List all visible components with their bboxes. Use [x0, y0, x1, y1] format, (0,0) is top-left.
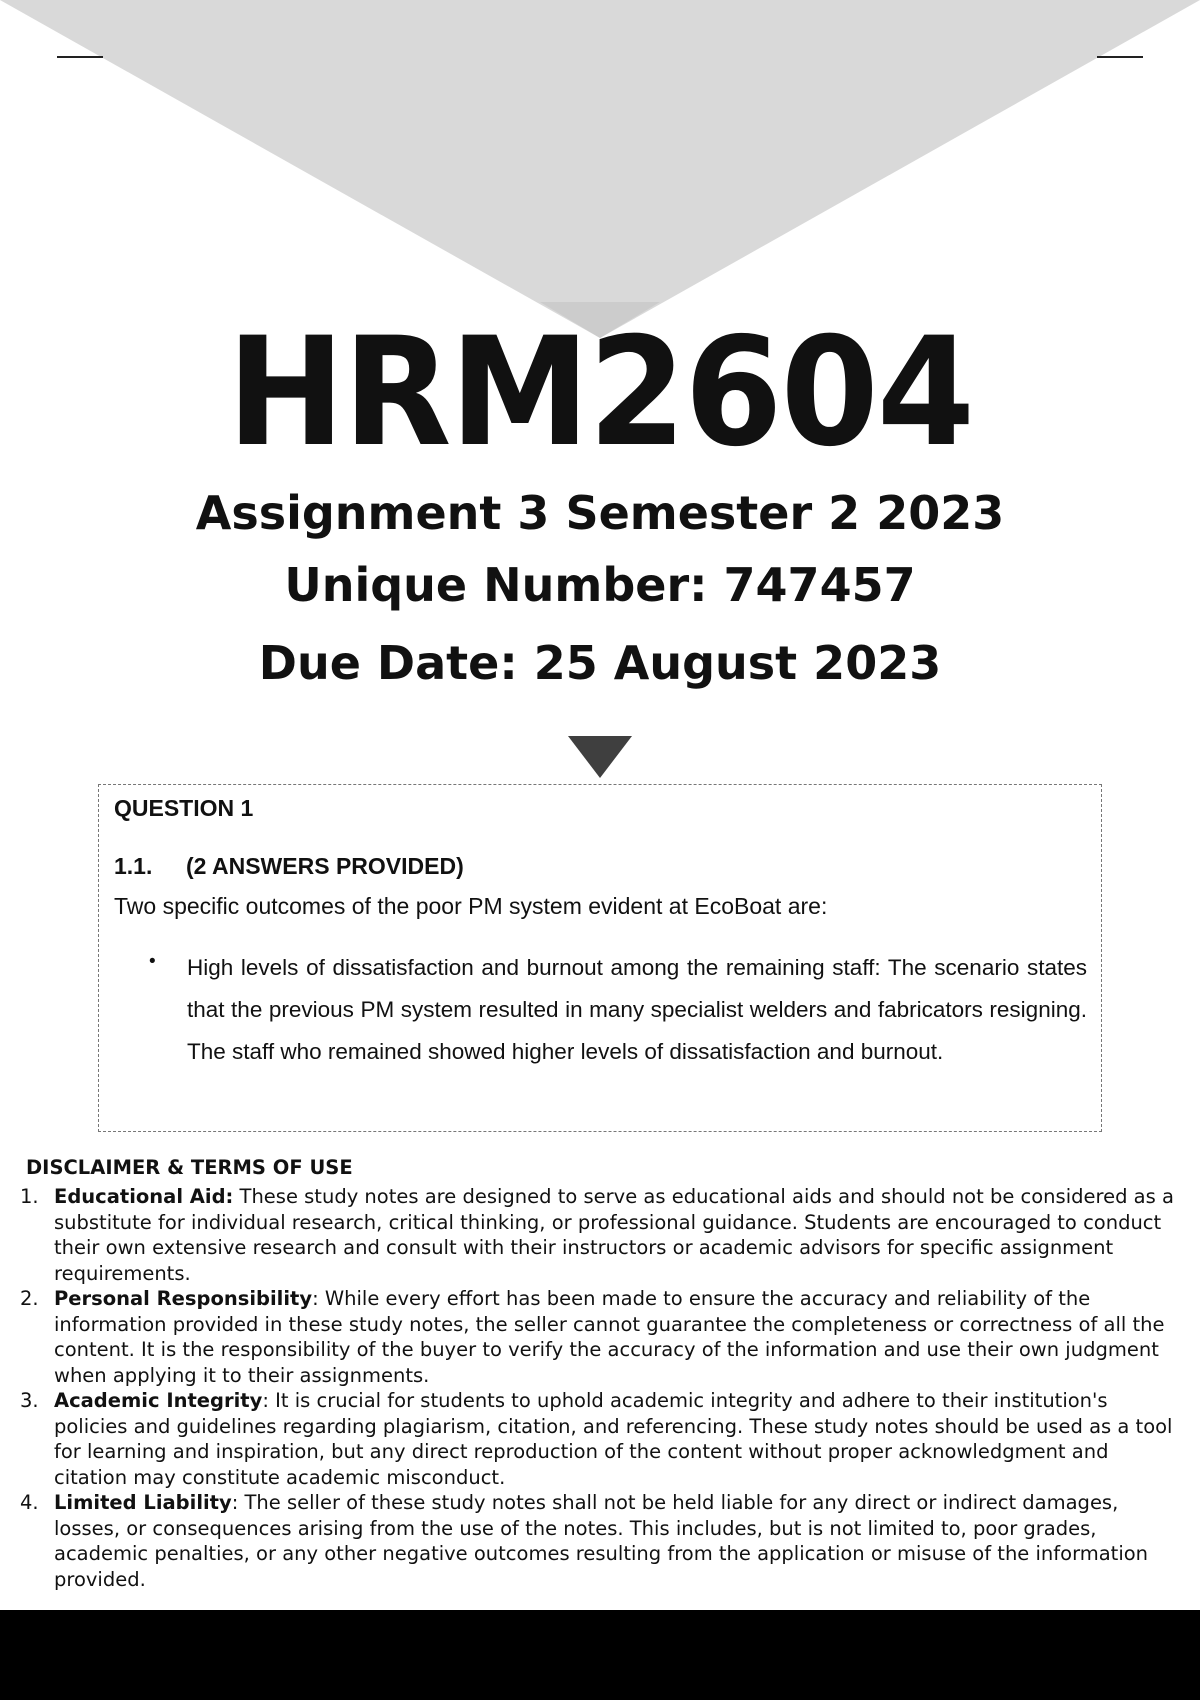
disclaimer-item-term: Educational Aid:: [54, 1185, 234, 1208]
disclaimer-list: [0, 1184, 1200, 1592]
disclaimer-item-number: 2.: [20, 1287, 39, 1310]
disclaimer-item-text: : The seller of these study notes shall not be held liable for any direct or indirect damages, losses, or consequences arising from the use of the notes. This includes, but is not limited to, poor grades, academic penalties, or any other negative outcomes resulting from the application or misuse of the information provided.: [54, 1491, 1149, 1591]
due-date: Due Date: 25 August 2023: [258, 636, 942, 690]
disclaimer-item-number: 1.: [20, 1185, 39, 1208]
header-chevron-shape: [0, 0, 1200, 340]
corner-mark-left: [57, 56, 103, 58]
bullet-icon: •: [149, 951, 156, 972]
question-intro: Two specific outcomes of the poor PM system evident at EcoBoat are:: [114, 893, 828, 919]
assignment-title: Assignment 3 Semester 2 2023: [195, 486, 1005, 540]
disclaimer-item-text: These study notes are designed to serve as educational aids and should not be considered as a substitute for individual research, critical thinking, or professional guidance. Students are encouraged to conduct their own extensive research and consult with their instructors or academic advisors for specific assignment requirements.: [54, 1185, 1174, 1285]
disclaimer-title: DISCLAIMER & TERMS OF USE: [26, 1156, 353, 1179]
disclaimer-item: [0, 1184, 1200, 1286]
question-sub-number: 1.1.: [114, 853, 153, 879]
disclaimer-item-number: 3.: [20, 1389, 39, 1412]
unique-number: Unique Number: 747457: [284, 558, 916, 612]
disclaimer-item-term: Limited Liability: [54, 1491, 232, 1514]
question-heading: QUESTION 1: [114, 795, 254, 821]
question-sub-label: (2 ANSWERS PROVIDED): [186, 853, 464, 879]
down-arrow-icon: [568, 736, 632, 778]
disclaimer-item-number: 4.: [20, 1491, 39, 1514]
question-preview-box: [98, 784, 1102, 1132]
question-subheading: [114, 853, 464, 880]
module-code: HRM2604: [226, 306, 974, 480]
disclaimer-item: [0, 1286, 1200, 1388]
corner-mark-right: [1097, 56, 1143, 58]
disclaimer-item-text: : While every effort has been made to ensure the accuracy and reliability of the information provided in these study notes, the seller cannot guarantee the completeness or correctness of all the content. It is the responsibility of the buyer to verify the accuracy of the information and use their own judgment when applying it to their assignments.: [54, 1287, 1165, 1387]
footer-bar: [0, 1610, 1200, 1700]
disclaimer-item-text: : It is crucial for students to uphold academic integrity and adhere to their institution's policies and guidelines regarding plagiarism, citation, and referencing. These study notes should be used as a tool for learning and inspiration, but any direct reproduction of the content without proper acknowledgment and citation may constitute academic misconduct.: [54, 1389, 1173, 1489]
question-answer: High levels of dissatisfaction and burnout among the remaining staff: The scenario states that the previous PM system resulted in many specialist welders and fabricators resigning. The staff who remained showed higher levels of dissatisfaction and burnout.: [187, 955, 1087, 1064]
disclaimer-item-term: Personal Responsibility: [54, 1287, 313, 1310]
disclaimer-item-term: Academic Integrity: [54, 1389, 263, 1412]
disclaimer-item: [0, 1490, 1200, 1592]
disclaimer-item: [0, 1388, 1200, 1490]
